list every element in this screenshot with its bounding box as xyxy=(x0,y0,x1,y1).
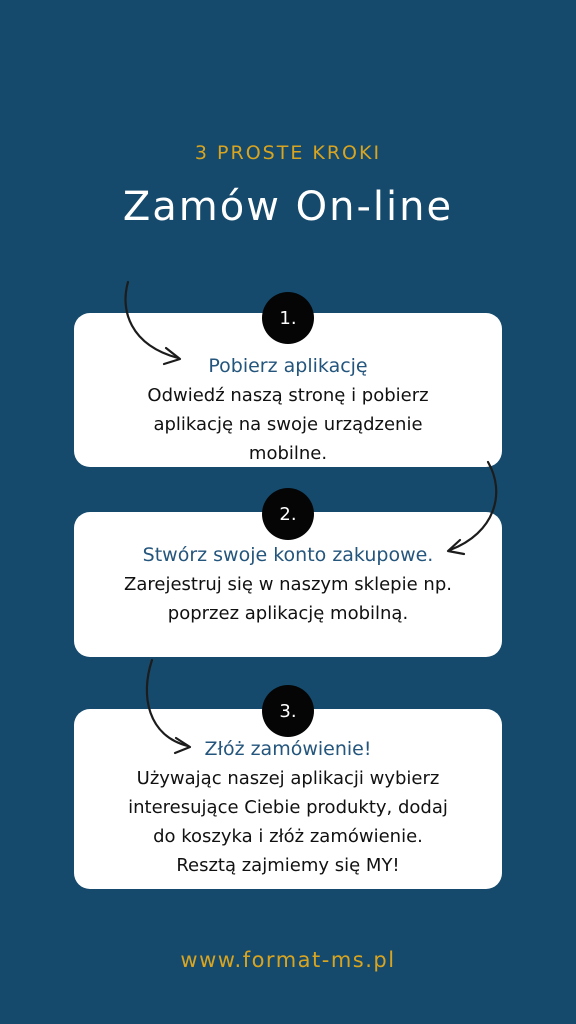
step-text-line: interesujące Ciebie produkty, dodaj xyxy=(128,797,448,818)
step-number-badge: 2. xyxy=(262,488,314,540)
step-text-line: Odwiedź naszą stronę i pobierz xyxy=(147,385,429,406)
curved-arrow-icon xyxy=(440,458,510,558)
step-heading: Złóż zamówienie! xyxy=(204,738,372,760)
step-text-line: Zarejestruj się w naszym sklepie np. xyxy=(124,574,452,595)
step-text xyxy=(74,381,502,468)
step-text xyxy=(74,570,502,628)
step-heading: Pobierz aplikację xyxy=(208,355,368,377)
step-text-line: mobilne. xyxy=(248,443,328,464)
curved-arrow-icon xyxy=(120,280,190,370)
step-text-line: Resztą zajmiemy się MY! xyxy=(176,855,400,876)
step-heading: Stwórz swoje konto zakupowe. xyxy=(142,544,434,566)
step-number-badge: 3. xyxy=(262,685,314,737)
step-text-line: aplikację na swoje urządzenie xyxy=(153,414,423,435)
step-text-line: poprzez aplikację mobilną. xyxy=(167,603,409,624)
step-text-line: Używając naszej aplikacji wybierz xyxy=(136,768,440,789)
subtitle: 3 PROSTE KROKI xyxy=(194,142,382,164)
step-text xyxy=(74,764,502,880)
curved-arrow-icon xyxy=(140,656,200,756)
page-title: Zamów On-line xyxy=(122,184,454,230)
step-text-line: do koszyka i złóż zamówienie. xyxy=(153,826,423,847)
step-number-badge: 1. xyxy=(262,292,314,344)
website-link[interactable]: www.format-ms.pl xyxy=(180,948,396,972)
